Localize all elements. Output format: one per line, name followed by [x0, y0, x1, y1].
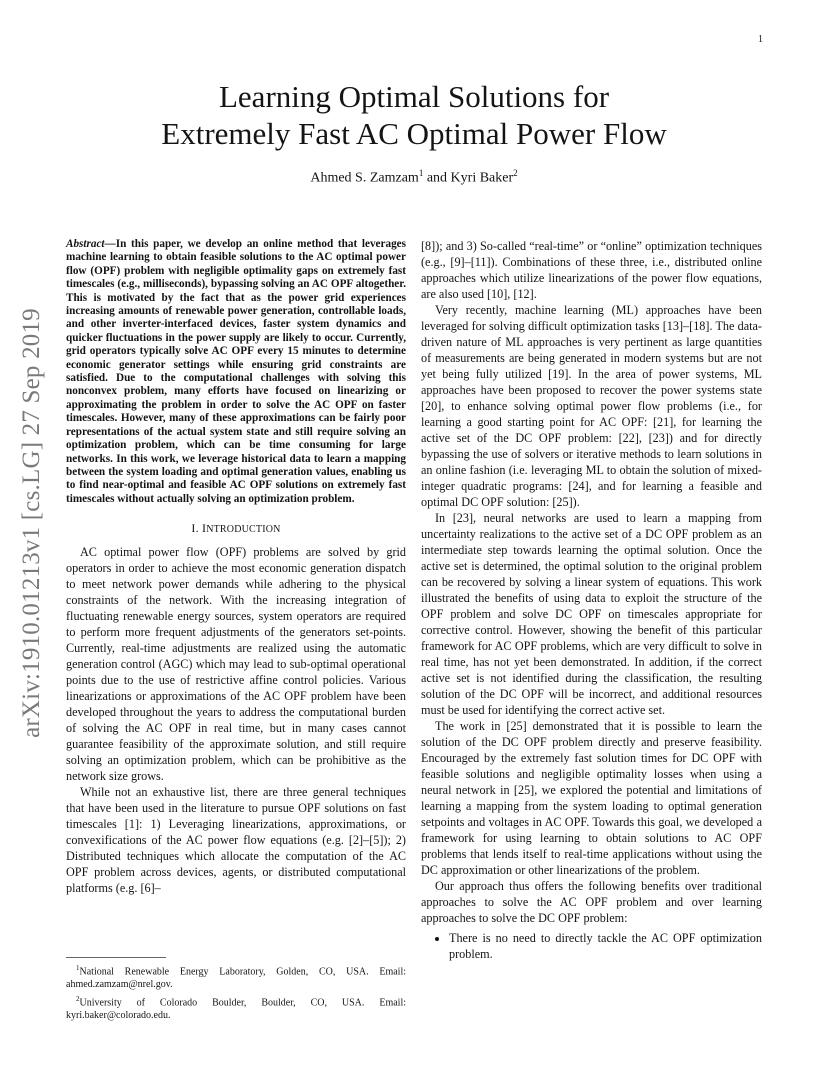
right-column — [421, 238, 762, 962]
paper-title — [0, 78, 828, 152]
body-paragraph-benefits-intro: Our approach thus offers the following benefits over traditional approaches to solve the AC OPF problem and over learning approaches to solve the DC OPF problem: — [421, 879, 762, 925]
section-title-rest: NTRODUCTION — [206, 524, 281, 536]
footnote-2 — [66, 993, 406, 1022]
footnotes — [66, 962, 406, 1025]
section-initial: I — [201, 521, 207, 536]
section-numeral: I. — [191, 521, 202, 536]
section-heading-introduction — [66, 520, 406, 538]
author-2-mark: 2 — [513, 168, 518, 178]
intro-paragraph-1: AC optimal power flow (OPF) problems are solved by grid operators in order to achieve the most economic generation dispatch to meet network power demands while adhering to the physical constraints of the network. With the increasing integration of fluctuating renewable energy sources, system operators are required to perform more frequent adjustments of the generators set-points. Currently, real-time adjustments are realized using the automatic generation control (AGC) which may lead to sub-optimal operational points due to the use of restrictive affine control policies. Various linearizations or approximations of the AC OPF problem have been developed throughout the years to address the computational burden of solving the AC OPF in real time, but in many cases cannot guarantee feasibility of the approximate solution, and still require solving an optimization problem, which can be prohibitive as the network size grows. — [66, 545, 406, 784]
abstract-label: Abstract — [66, 238, 105, 250]
footnote-2-text: University of Colorado Boulder, Boulder, CO, USA. Email: kyri.baker@colorado.edu. — [66, 997, 406, 1022]
left-column — [66, 238, 406, 896]
benefits-list — [421, 930, 762, 962]
author-list — [0, 168, 828, 187]
benefit-item: • There is no need to directly tackle the AC OPF optimization problem. — [449, 930, 762, 962]
body-paragraph-active-set: In [23], neural networks are used to learn a mapping from uncertainty realizations to the active set of a DC OPF problem as an intermediate step towards learning the optimal solution. Once the active set is determined, the optimal solution to the original problem can be recovered by solving a linear system of equations. This work illustrated the benefits of using data to exploit the structure of the OPF problem and solve DC OPF on timescales appropriate for corrective control. However, showing the benefit of this particular framework for AC OPF problems, which are very difficult to solve in real time, has not yet been demonstrated. In addition, if the correct active set is not identified during the classification, the resulting solution of the DC OPF will be incorrect, and additional resources must be used for identifying the correct active set. — [421, 511, 762, 717]
footnote-2-mark: 2 — [76, 995, 80, 1004]
abstract: Abstract—In this paper, we develop an online method that leverages machine learning to obtain feasible solutions to the AC optimal power flow (OPF) problem with negligible optimality gaps on extremely fast timescales (e.g., milliseconds), bypassing solving an AC OPF altogether. This is motivated by the fact that as the power grid experiences increasing amounts of renewable power generation, controllable loads, and other inverter-interfaced devices, faster system dynamics and quicker fluctuations in the power supply are likely to occur. Currently, grid operators typically solve AC OPF every 15 minutes to determine economic generator settings while ensuring grid constraints are satisfied. Due to the computational challenges with solving this nonconvex problem, many efforts have focused on linearizing or approximating the problem in order to solve the AC OPF on faster timescales. However, many of these approximations can be fairly poor representations of the actual system state and still require solving an optimization problem, which can be time consuming for large networks. In this work, we leverage historical data to learn a mapping between the system loading and optimal generation values, enabling us to find near-optimal and feasible AC OPF solutions on extremely fast timescales without actually solving an optimization problem. — [66, 238, 406, 505]
footnote-1-text: National Renewable Energy Laboratory, Golden, CO, USA. Email: ahmed.zamzam@nrel.gov. — [66, 966, 406, 990]
intro-paragraph-2: While not an exhaustive list, there are three general techniques that have been used in the literature to pursue OPF solutions on fast timescales [1]: 1) Leveraging linearizations, approximations, or convexifications of the AC power flow equations (e.g. [2]–[5]); 2) Distributed techniques which allocate the computation of the AC OPF problem across devices, agents, or distributed computational platforms (e.g. [6]– — [66, 785, 406, 896]
author-1-mark: 1 — [418, 168, 424, 178]
footnote-rule — [66, 957, 166, 958]
arxiv-identifier: arXiv:1910.01213v1 [cs.LG] 27 Sep 2019 — [18, 308, 45, 738]
author-1: Ahmed S. Zamzam — [310, 170, 419, 186]
arxiv-sidebar-stamp — [18, 288, 46, 758]
author-2: Kyri Baker — [450, 170, 514, 186]
title-line-1: Learning Optimal Solutions for — [218, 79, 610, 114]
continuation-paragraph: [8]); and 3) So-called “real-time” or “online” optimization techniques (e.g., [9]–[11]). Combinations of these three, i.e., distributed online approaches which utilize linearizations of the power flow equations, are also used [10], [12]. — [421, 239, 762, 301]
footnote-1-mark: 1 — [76, 964, 80, 972]
abstract-text: In this paper, we develop an online method that leverages machine learning to obtain feasible solutions to the AC optimal power flow (OPF) problem with negligible optimality gaps on extremely fast timescales (e.g., milliseconds), bypassing solving an AC OPF altogether. This is motivated by the fact that as the power grid experiences increasing amounts of renewable power generation, controllable loads, and other inverter-interfaced devices, faster system dynamics and quicker fluctuations in the power supply are likely to occur. Currently, grid operators typically solve AC OPF every 15 minutes to determine economic generator settings while ensuring grid constraints are satisfied. Due to the computational challenges with solving this nonconvex problem, many efforts have focused on linearizing or approximating the problem in order to solve the AC OPF on faster timescales. However, many of these approximations can be fairly poor representations of the actual system state and still require solving an optimization problem, which can be time consuming for large networks. In this work, we leverage historical data to learn a mapping between the system loading and optimal generation values, enabling us to find near-optimal and feasible AC OPF solutions on extremely fast timescales without actually solving an optimization problem. — [66, 238, 406, 505]
title-line-2: Extremely Fast AC Optimal Power Flow — [161, 116, 667, 151]
page-number: 1 — [758, 34, 763, 45]
body-paragraph-ml: Very recently, machine learning (ML) approaches have been leveraged for solving difficult optimization tasks [13]–[18]. The data-driven nature of ML approaches is very pertinent as large quantities of measurements are being generated in modern systems but are not yet being fully utilized [19]. In the area of power systems, ML approaches have been proposed to recover the power systems state [20], to enhance solving optimal power flow problems (i.e., for learning a good starting point for AC OPF: [21], for learning the active set of the DC OPF problem: [22], [23]) and for directly bypassing the use of solvers or iterative methods to learn solutions in an online fashion (i.e. leveraging ML to obtain the solution of mixed-integer quadratic programs: [24], and for learning a feasible and optimal DC OPF solution: [25]). — [421, 303, 762, 509]
body-paragraph-dc-opf: The work in [25] demonstrated that it is possible to learn the solution of the DC OPF problem directly and preserve feasibility. Encouraged by the extremely fast solution times for DC OPF with feasible solutions and negligible optimality losses when using a neural network in [25], we explored the potential and limitations of learning a mapping from the system loading to optimal generation setpoints and voltages in AC OPF. Towards this goal, we developed a framework for using learning to obtain solutions to AC OPF problems that lends itself to real-time applications without using the DC approximation or other linearizations of the problem. — [421, 719, 762, 877]
footnote-1 — [66, 962, 406, 991]
author-connector: and — [423, 170, 451, 186]
